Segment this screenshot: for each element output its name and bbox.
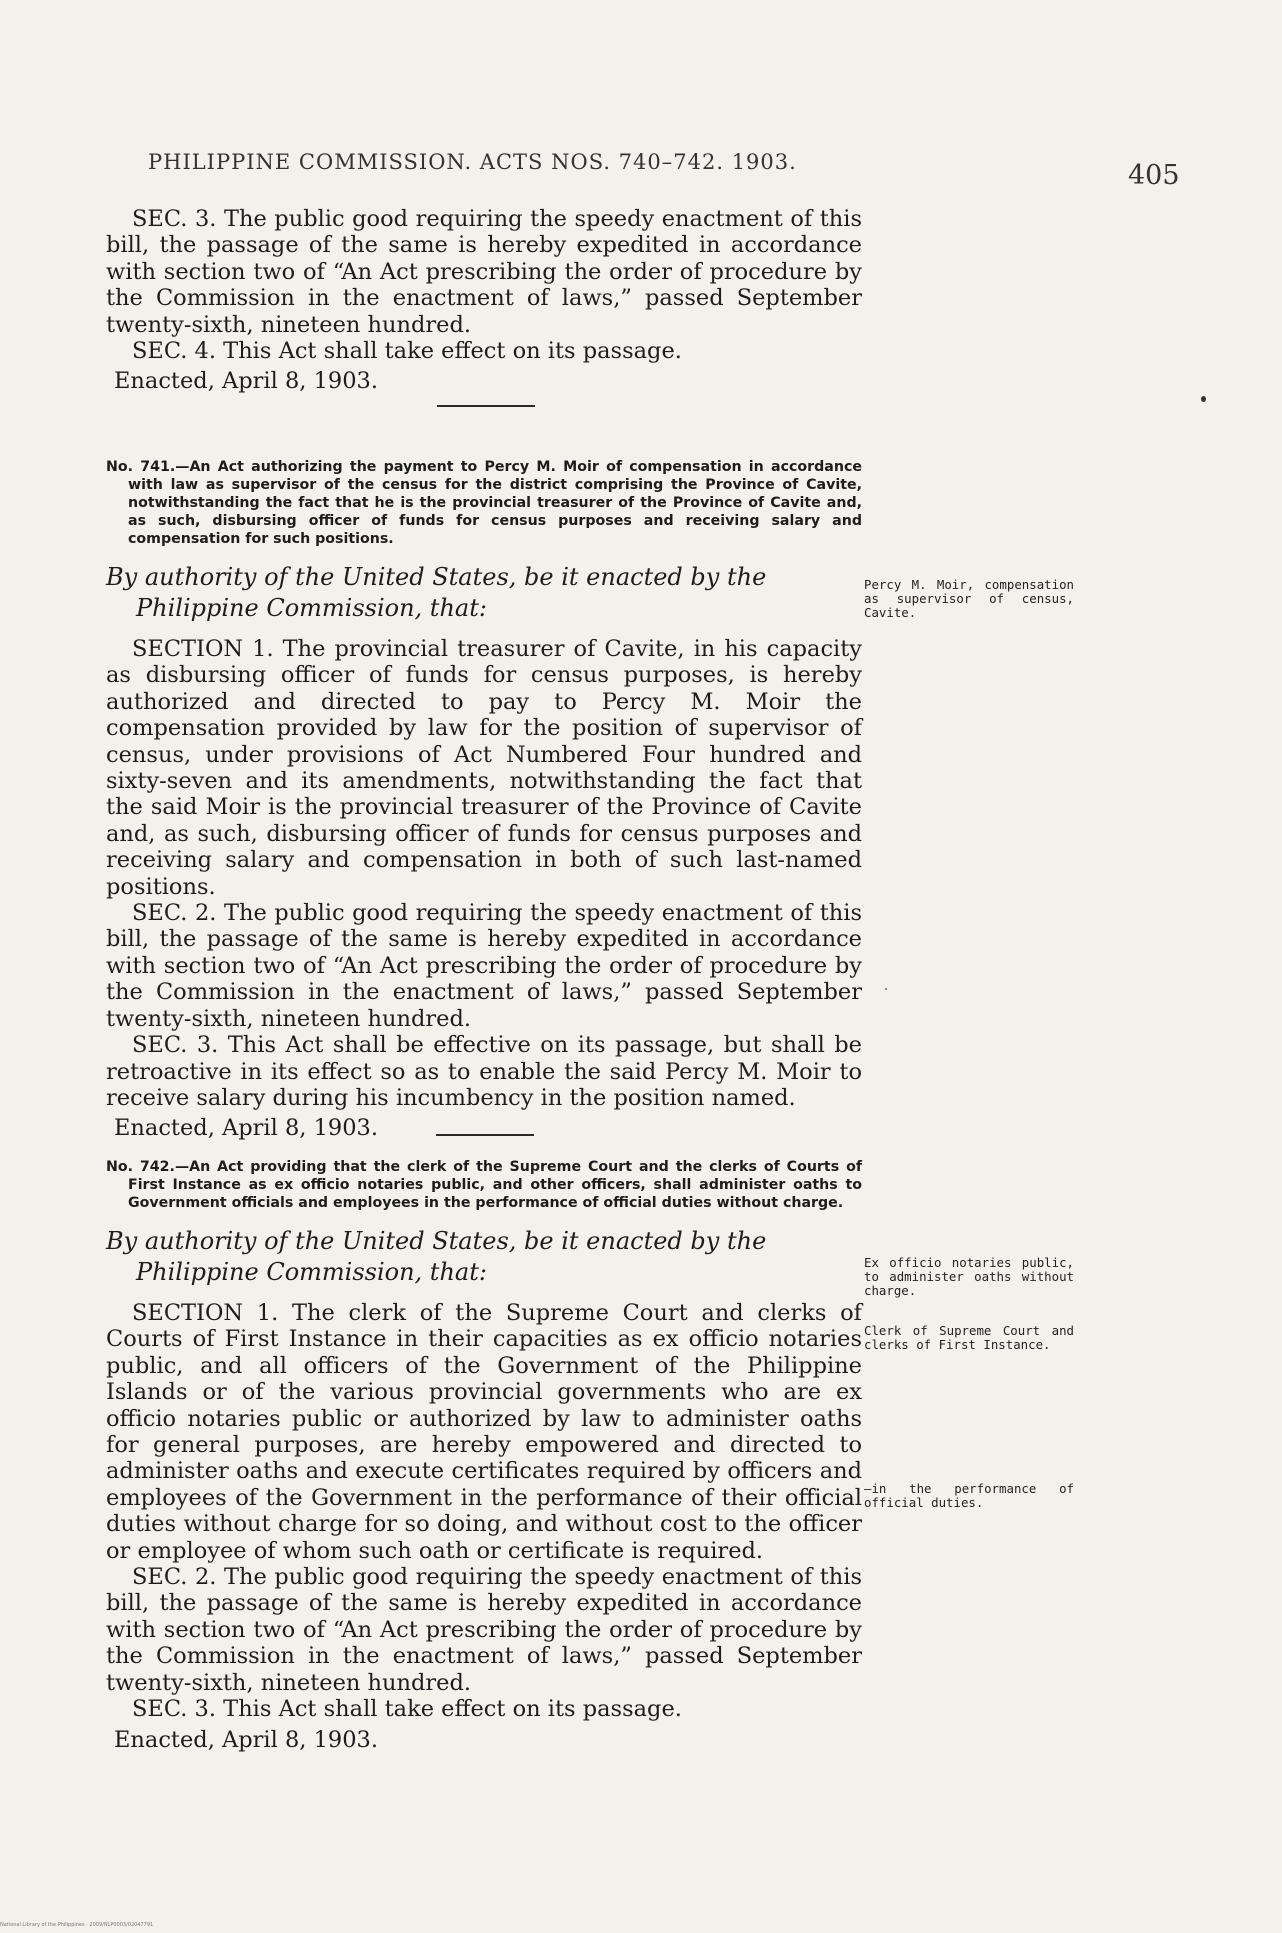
act-742-enacted-date: Enacted, April 8, 1903.	[114, 1726, 378, 1753]
section-divider	[437, 405, 535, 407]
section-label: SEC. 4.	[132, 338, 217, 365]
act-741-section-1	[106, 636, 862, 900]
section-text: This Act shall take effect on its passage.	[216, 1696, 682, 1723]
ink-speck	[1201, 396, 1206, 402]
section-text: This Act shall be effective on its passage, but shall be retroactive in its effect so as to enable the said Percy M. Moir to receive salary during his incumbency in the position named.	[106, 1032, 862, 1111]
ink-speck	[885, 988, 887, 990]
section-text: The public good requiring the speedy enactment of this bill, the passage of the same is hereby expedited in accordance with section two of “An Act prescribing the order of procedure by the Commission in the enactment of laws,” passed September twenty-sixth, nineteen hundred.	[106, 1564, 862, 1696]
act-742-sec-2	[106, 1564, 862, 1696]
section-label: SECTION 1.	[132, 1300, 279, 1326]
act-742-section-1	[106, 1300, 862, 1564]
act-741-title	[106, 458, 862, 548]
section-label: SEC. 3.	[132, 1696, 217, 1723]
act-740-sec-4	[106, 338, 862, 364]
section-label: SEC. 2.	[132, 1564, 217, 1591]
margin-note-ex-officio-notaries: Ex officio notaries public, to administer oaths without charge.	[864, 1255, 1074, 1298]
act-741-sec-3	[106, 1032, 862, 1111]
margin-note-clerks: Clerk of Supreme Court and clerks of First Instance.	[864, 1323, 1074, 1352]
act-742	[106, 1158, 862, 1753]
section-divider	[436, 1134, 534, 1136]
section-text: The public good requiring the speedy enactment of this bill, the passage of the same is hereby expedited in accordance with section two of “An Act prescribing the order of procedure by the Commission in the enactment of laws,” passed September twenty-sixth, nineteen hundred.	[106, 900, 862, 1032]
margin-note-percy-moir: Percy M. Moir, compensation as supervisor of census, Cavite.	[864, 577, 1074, 620]
act-741	[106, 458, 862, 1142]
act-741-enacted-date: Enacted, April 8, 1903.	[114, 1115, 378, 1142]
act-740-enacted-date: Enacted, April 8, 1903.	[114, 368, 378, 395]
running-head: PHILIPPINE COMMISSION. ACTS NOS. 740–742. 1903.	[148, 150, 797, 174]
section-label: SEC. 3.	[132, 1032, 219, 1059]
act-741-enacting-clause: By authority of the United States, be it enacted by the Philippine Commission, that:	[106, 563, 767, 622]
act-title-text: —An Act authorizing the payment to Percy M. Moir of compensation in accordance with law as supervisor of the census for the district comprising the Province of Cavite, notwithstanding the fact that he is the provincial treasurer of the Province of Cavite and, as such, disbursing officer of funds for census purposes and receiving salary and compensation for such positions.	[128, 459, 862, 547]
scan-footer: National Library of the Philippines · 2009/NLP0003/02047791	[0, 1922, 154, 1928]
act-741-sec-2	[106, 900, 862, 1032]
margin-note-official-duties: —in the performance of official duties.	[864, 1481, 1074, 1510]
section-text: The clerk of the Supreme Court and clerks of Courts of First Instance in their capacities as ex officio notaries public, and all officers of the Government of the Philippine Islands or of the various provincial governments who are ex officio notaries public or authorized by law to administer oaths for general purposes, are hereby empowered and directed to administer oaths and execute certificates required by officers and employees of the Government in the performance of their official duties without charge for so doing, and without cost to the officer or employee of whom such oath or certificate is required.	[106, 1300, 863, 1564]
section-text: The public good requiring the speedy enactment of this bill, the passage of the same is hereby expedited in accordance with section two of “An Act prescribing the order of procedure by the Commission in the enactment of laws,” passed September twenty-sixth, nineteen hundred.	[106, 206, 862, 338]
act-742-sec-3	[106, 1696, 862, 1722]
act-number: No. 741.	[106, 459, 176, 475]
section-text: This Act shall take effect on its passage.	[216, 338, 682, 365]
section-label: SEC. 3.	[132, 206, 217, 232]
section-label: SEC. 2.	[132, 900, 217, 927]
section-text: The provincial treasurer of Cavite, in his capacity as disbursing officer of funds for census purposes, is hereby authorized and directed to pay to Percy M. Moir the compensation provided by law for the position of supervisor of census, under provisions of Act Numbered Four hundred and sixty-seven and its amendments, notwithstanding the fact that the said Moir is the provincial treasurer of the Province of Cavite and, as such, disbursing officer of funds for census purposes and receiving salary and compensation in both of such last-named positions.	[106, 636, 862, 900]
section-label: SECTION 1.	[132, 636, 274, 662]
act-742-title	[106, 1158, 862, 1212]
act-number: No. 742.	[106, 1159, 175, 1175]
act-title-text: —An Act providing that the clerk of the Supreme Court and the clerks of Courts of First Instance as ex officio notaries public, and other officers, shall administer oaths to Government officials and employees in the performance of official duties without charge.	[128, 1159, 862, 1211]
act-742-enacting-clause: By authority of the United States, be it enacted by the Philippine Commission, that:	[106, 1227, 767, 1286]
act-740-sec-3	[106, 206, 862, 338]
act-740-tail	[106, 206, 862, 395]
page-number: 405	[1128, 160, 1180, 191]
